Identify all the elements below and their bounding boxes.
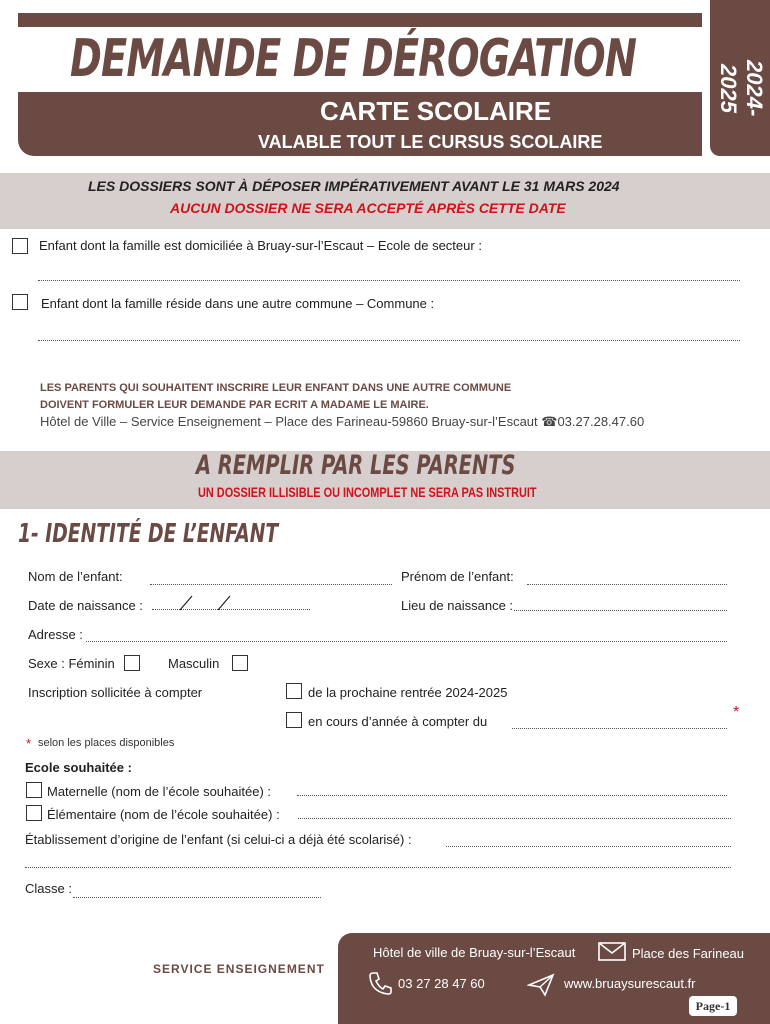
commune-field[interactable] [38,340,740,341]
etablissement-origine-label: Établissement d’origine de l’enfant (si celui-ci a déjà été scolarisé) : [25,832,412,847]
rentree-label: de la prochaine rentrée 2024-2025 [308,685,508,700]
en-cours-label: en cours d’année à compter du [308,714,488,729]
footer-website[interactable]: www.bruaysurescaut.fr [564,976,696,991]
send-icon [527,973,555,997]
maternelle-label: Maternelle (nom de l’école souhaitée) : [47,784,272,799]
elementaire-label: Élémentaire (nom de l’école souhaitée) : [47,807,280,822]
sexe-label: Sexe : Féminin [28,656,115,671]
date-separators [176,594,236,612]
prenom-field[interactable] [527,584,727,585]
notice-line-2: DOIVENT FORMULER LEUR DEMANDE PAR ECRIT A MADAME LE MAIRE. [40,399,429,411]
nom-field[interactable] [150,584,392,585]
ecole-secteur-field[interactable] [38,280,740,281]
adresse-field[interactable] [86,641,727,642]
nom-label: Nom de l’enfant: [28,569,123,584]
deadline-warning: AUCUN DOSSIER NE SERA ACCEPTÉ APRÈS CETTE DATE [170,200,566,216]
inscription-label: Inscription sollicitée à compter [28,685,203,700]
classe-field[interactable] [73,897,321,898]
masculin-checkbox[interactable] [232,655,248,671]
document-subtitle-2: VALABLE TOUT LE CURSUS SCOLAIRE [258,132,603,152]
envelope-icon [597,939,629,963]
footer-hotel: Hôtel de ville de Bruay-sur-l’Escaut [373,945,576,960]
option-domicile-checkbox[interactable] [12,238,28,254]
option-autre-commune-label: Enfant dont la famille réside dans une autre commune – Commune : [41,296,435,311]
page-number: Page-1 [689,996,737,1016]
date-naissance-label: Date de naissance : [28,598,143,613]
etablissement-origine-field-2[interactable] [25,867,731,868]
maternelle-checkbox[interactable] [26,782,42,798]
phone-icon [367,970,393,996]
notice-line-1: LES PARENTS QUI SOUHAITENT INSCRIRE LEUR ENFANT DANS UNE AUTRE COMMUNE [40,382,512,394]
parents-band-subtitle: UN DOSSIER ILLISIBLE OU INCOMPLET NE SERA PAS INSTRUIT [198,484,537,500]
footer-phone: 03 27 28 47 60 [398,976,485,991]
en-cours-checkbox[interactable] [286,712,302,728]
rentree-checkbox[interactable] [286,683,302,699]
feminin-checkbox[interactable] [124,655,140,671]
document-title: DEMANDE DE DÉROGATION [70,29,637,89]
option-domicile-label: Enfant dont la famille est domiciliée à Bruay-sur-l’Escaut – Ecole de secteur : [39,238,482,253]
deadline-text: LES DOSSIERS SONT À DÉPOSER IMPÉRATIVEMENT AVANT LE 31 MARS 2024 [88,178,620,194]
masculin-label: Masculin [168,656,220,671]
places-note: selon les places disponibles [38,737,175,749]
maternelle-field[interactable] [297,795,727,796]
prenom-label: Prénom de l’enfant: [401,569,514,584]
option-autre-commune-checkbox[interactable] [12,294,28,310]
parents-band-title: A REMPLIR PAR LES PARENTS [196,450,516,481]
lieu-naissance-field[interactable] [514,610,727,611]
service-enseignement: SERVICE ENSEIGNEMENT [153,962,325,976]
header-top-bar [18,13,702,27]
asterisk-note-mark: * [26,736,32,751]
ecole-souhaitee-label: Ecole souhaitée : [25,760,132,775]
document-subtitle: CARTE SCOLAIRE [320,96,552,126]
lieu-naissance-label: Lieu de naissance : [401,598,514,613]
classe-label: Classe : [25,881,72,896]
elementaire-checkbox[interactable] [26,805,42,821]
etablissement-origine-field[interactable] [446,846,731,847]
notice-address: Hôtel de Ville – Service Enseignement – Place des Farineau-59860 Bruay-sur-l’Escaut ☎03.27.28.47.60 [40,414,645,429]
school-year: 2024-2025 [716,59,767,117]
footer-place: Place des Farineau [632,946,745,961]
section-identite-title: 1- IDENTITÉ DE L’ENFANT [18,519,279,549]
elementaire-field[interactable] [298,818,731,819]
adresse-label: Adresse : [28,627,83,642]
asterisk-mark: * [733,704,740,721]
en-cours-date-field[interactable] [512,728,727,729]
